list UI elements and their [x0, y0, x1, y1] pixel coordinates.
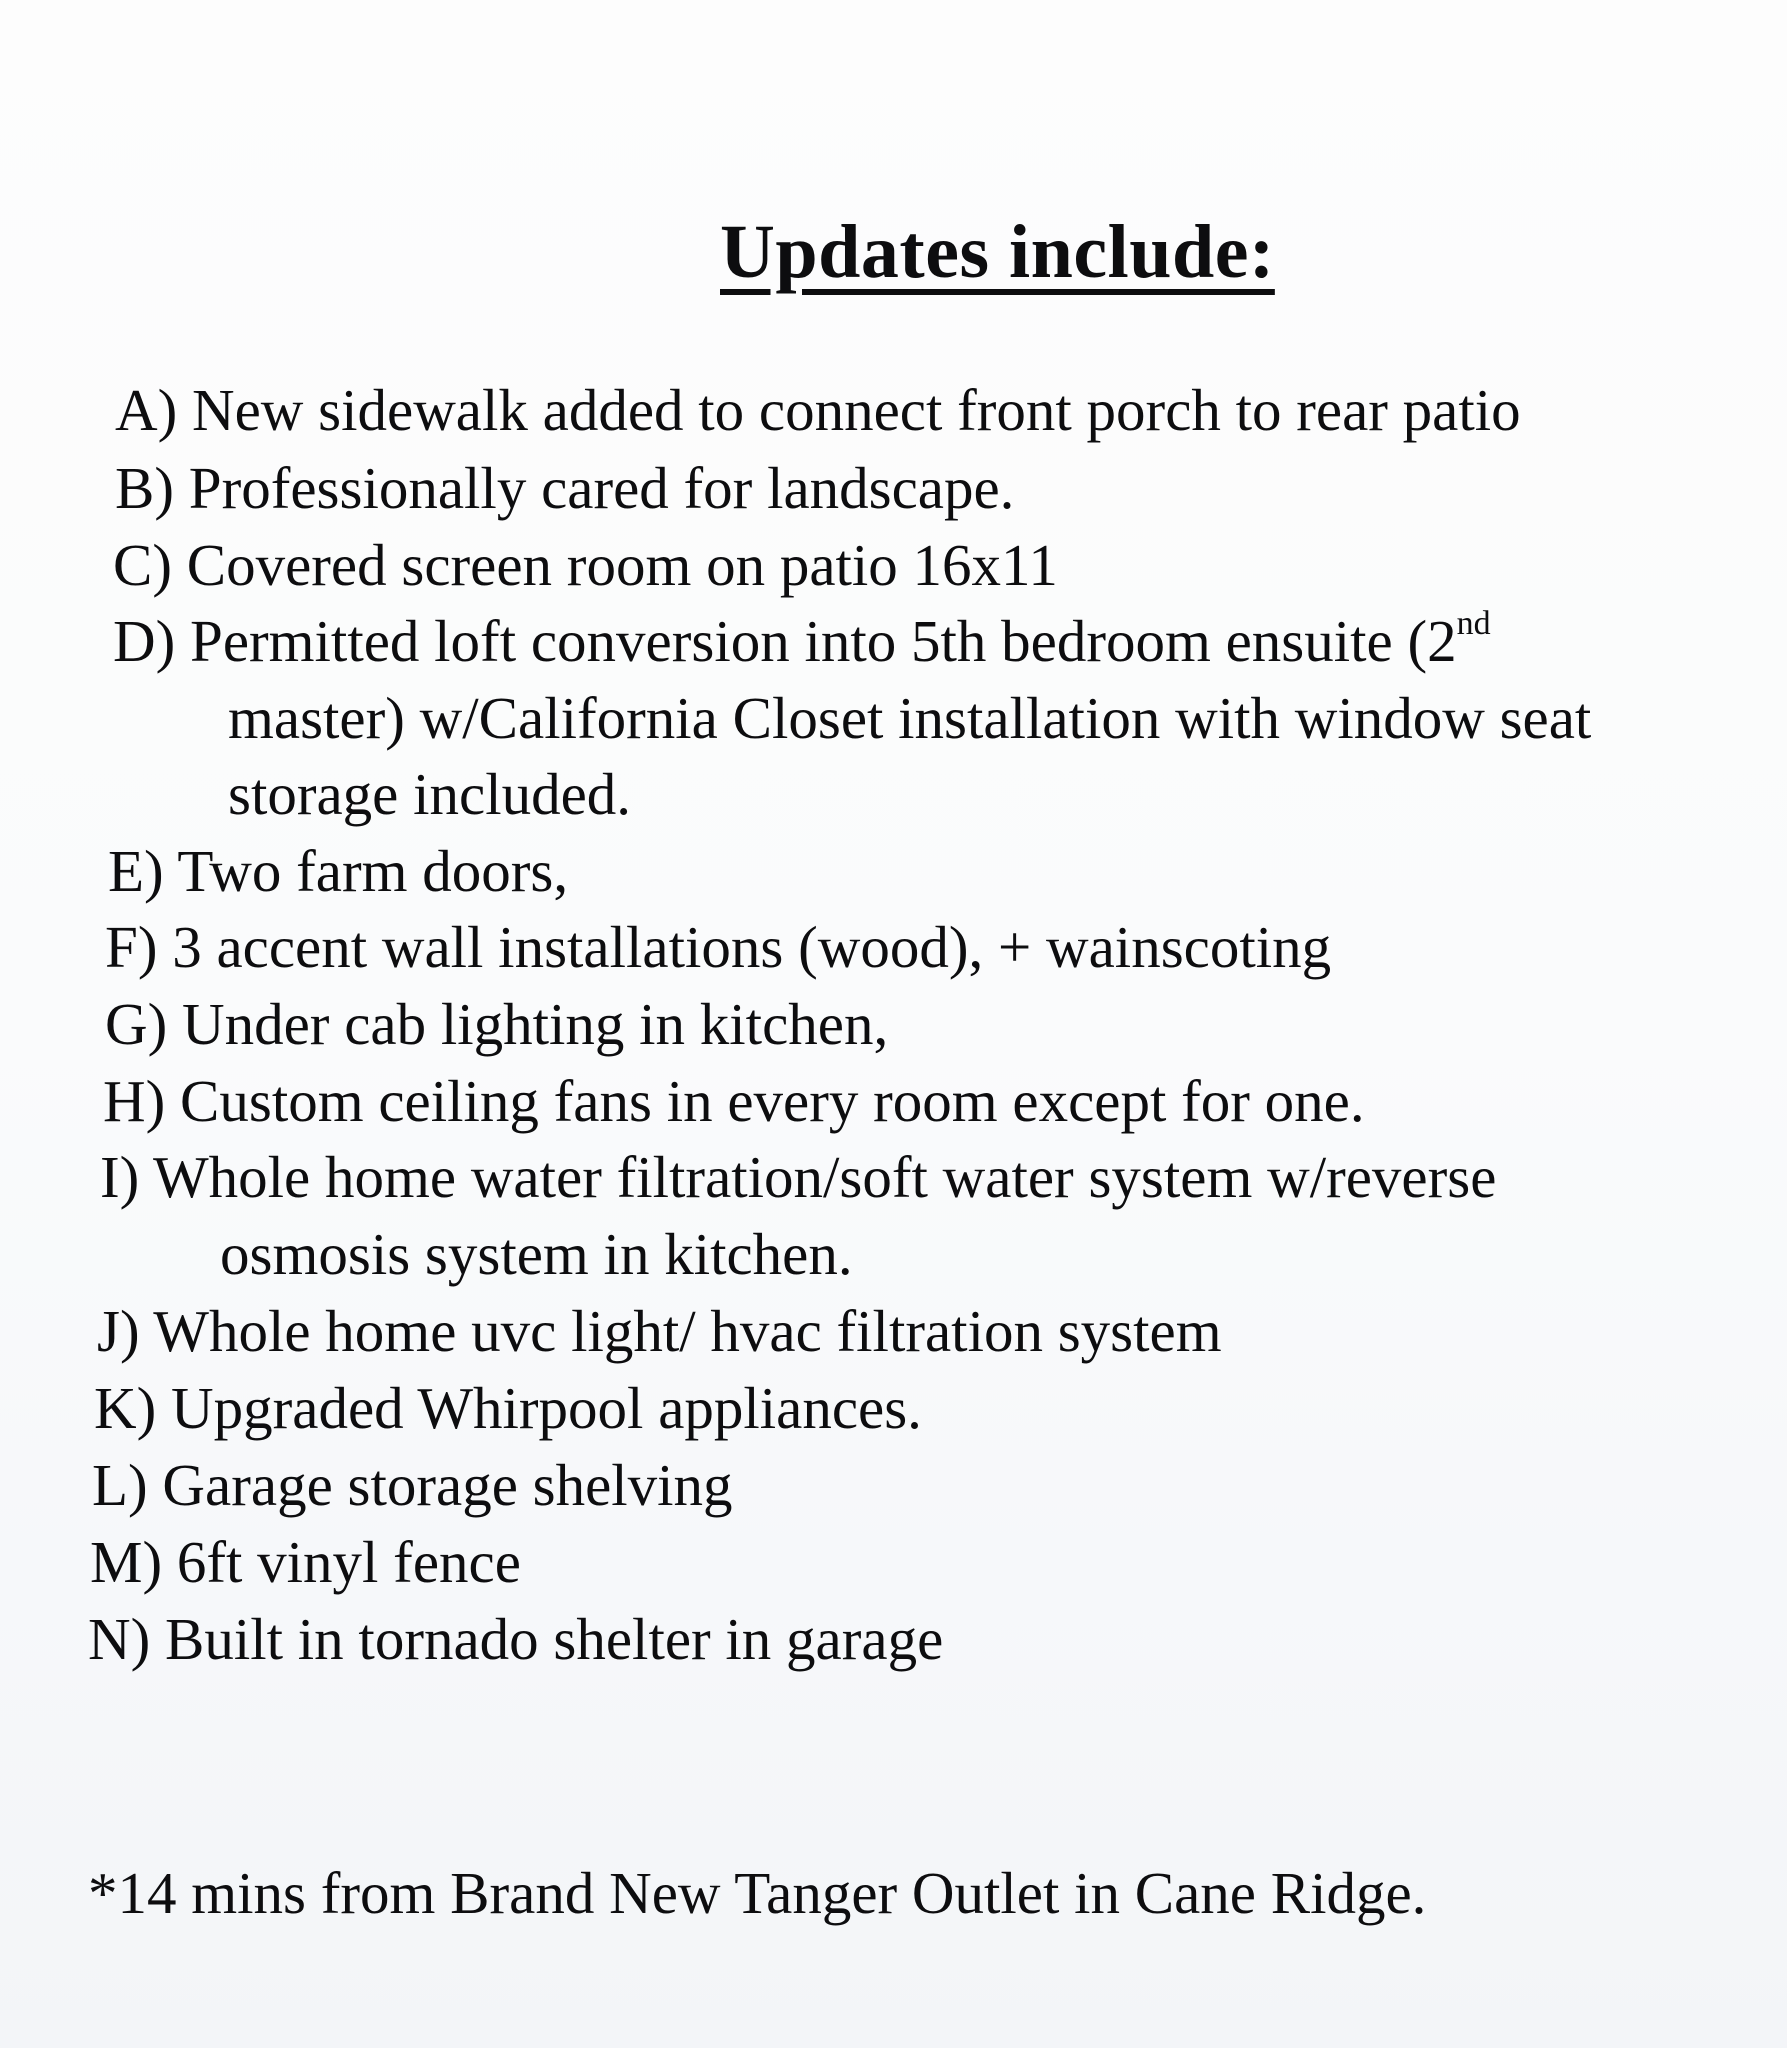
- list-item-i-continuation: osmosis system in kitchen.: [220, 1221, 853, 1287]
- list-item-f: F) 3 accent wall installations (wood), + wainscoting: [105, 914, 1332, 980]
- list-item-b: B) Professionally cared for landscape.: [115, 455, 1015, 521]
- list-item-d-continuation-2: storage included.: [228, 761, 632, 827]
- list-item-d: [113, 605, 1491, 674]
- list-item-n: N) Built in tornado shelter in garage: [88, 1606, 944, 1672]
- ordinal-suffix: nd: [1456, 605, 1491, 643]
- list-item-d-continuation-1: master) w/California Closet installation with window seat: [228, 685, 1592, 751]
- list-item-c: C) Covered screen room on patio 16x11: [113, 532, 1058, 598]
- list-item-g: G) Under cab lighting in kitchen,: [105, 991, 889, 1057]
- page-title: Updates include:: [720, 210, 1275, 294]
- list-item-k: K) Upgraded Whirpool appliances.: [94, 1375, 922, 1441]
- list-item-i: I) Whole home water filtration/soft water system w/reverse: [100, 1144, 1497, 1210]
- list-item-e: E) Two farm doors,: [108, 838, 569, 904]
- footnote: *14 mins from Brand New Tanger Outlet in Cane Ridge.: [88, 1860, 1427, 1926]
- list-item-a: A) New sidewalk added to connect front porch to rear patio: [115, 377, 1521, 443]
- list-item-h: H) Custom ceiling fans in every room except for one.: [103, 1068, 1365, 1134]
- list-item-d-text: D) Permitted loft conversion into 5th bedroom ensuite (2: [113, 608, 1457, 674]
- list-item-m: M) 6ft vinyl fence: [90, 1529, 521, 1595]
- list-item-j: J) Whole home uvc light/ hvac filtration system: [97, 1298, 1222, 1364]
- list-item-l: L) Garage storage shelving: [92, 1452, 733, 1518]
